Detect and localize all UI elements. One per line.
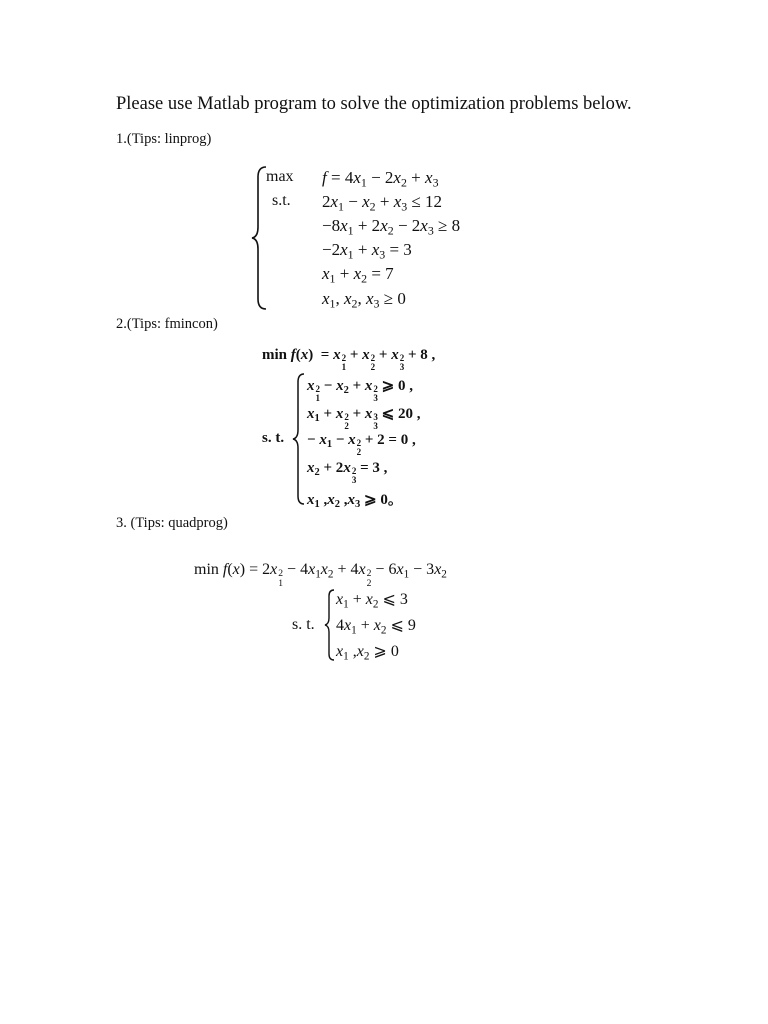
problem-2-constraint-5: $x_1$ $,x_2$ $,x_3$ ⩾ 0。 <box>307 492 403 511</box>
page-title: Please use Matlab program to solve the optimization problems below. <box>116 94 632 114</box>
problem-3-constraint-3: $x_1$ $,x_2$ ⩾ 0 <box>336 643 399 663</box>
problem-3-brace <box>324 588 336 662</box>
problem-2-constraint-2: $x_1 + x$ 2 2 + x 3 3 ⩽ 20 , <box>307 406 421 431</box>
problem-2-tip: 2.(Tips: fmincon) <box>116 316 218 332</box>
problem-1-constraint-1: $2x_1 - x_2 + x_3 \le 12$ <box>322 192 443 214</box>
problem-3-st-label: s. t. <box>292 616 315 633</box>
problem-2-brace <box>292 372 306 506</box>
problem-2-st-label: s. t. <box>262 430 285 446</box>
problem-3-constraint-1: $x_1 + x_2$ ⩽ 3 <box>336 591 408 611</box>
problem-3-objective: min f(x) = 2x 2 1 − $4x_1x_2 + 4x$ 2 2 − $6x_1 - 3x_2$ <box>194 561 447 589</box>
problem-1-brace <box>250 165 270 311</box>
problem-1-constraint-2: $-8x_1 + 2x_2 - 2x_3 \ge 8$ <box>322 216 461 238</box>
problem-1-constraint-5: $x_1$, $x_2$, $x_3 \ge 0$ <box>322 289 406 311</box>
problem-1-tip: 1.(Tips: linprog) <box>116 131 212 147</box>
problem-2-objective: min f(x) = x 2 1 + x 2 2 + x 2 3 + 8 , <box>262 347 436 372</box>
problem-2-constraint-4: $x_2 + 2x$ 2 3 = 3 , <box>307 460 388 485</box>
problem-1-constraint-3: $-2x_1 + x_3 = 3$ <box>322 240 412 262</box>
problem-1-max-label: max <box>266 168 294 185</box>
problem-1-objective: $f = 4x_1 - 2x_2 + x_3$ <box>322 168 439 190</box>
problem-3-constraint-2: $4x_1 + x_2$ ⩽ 9 <box>336 617 416 637</box>
problem-2-constraint-3: − $x_1 - x$ 2 2 + 2 = 0 , <box>307 432 416 457</box>
problem-1-constraint-4: $x_1 + x_2 = 7$ <box>322 264 394 286</box>
problem-1-st-label: s.t. <box>272 192 291 209</box>
problem-2-min-label: min <box>262 347 288 363</box>
problem-3-tip: 3. (Tips: quadprog) <box>116 515 228 531</box>
problem-2-constraint-1: x 2 1 − $x_2 + x$ 2 3 ⩾ 0 , <box>307 378 413 403</box>
problem-3-min-label: min <box>194 561 219 578</box>
